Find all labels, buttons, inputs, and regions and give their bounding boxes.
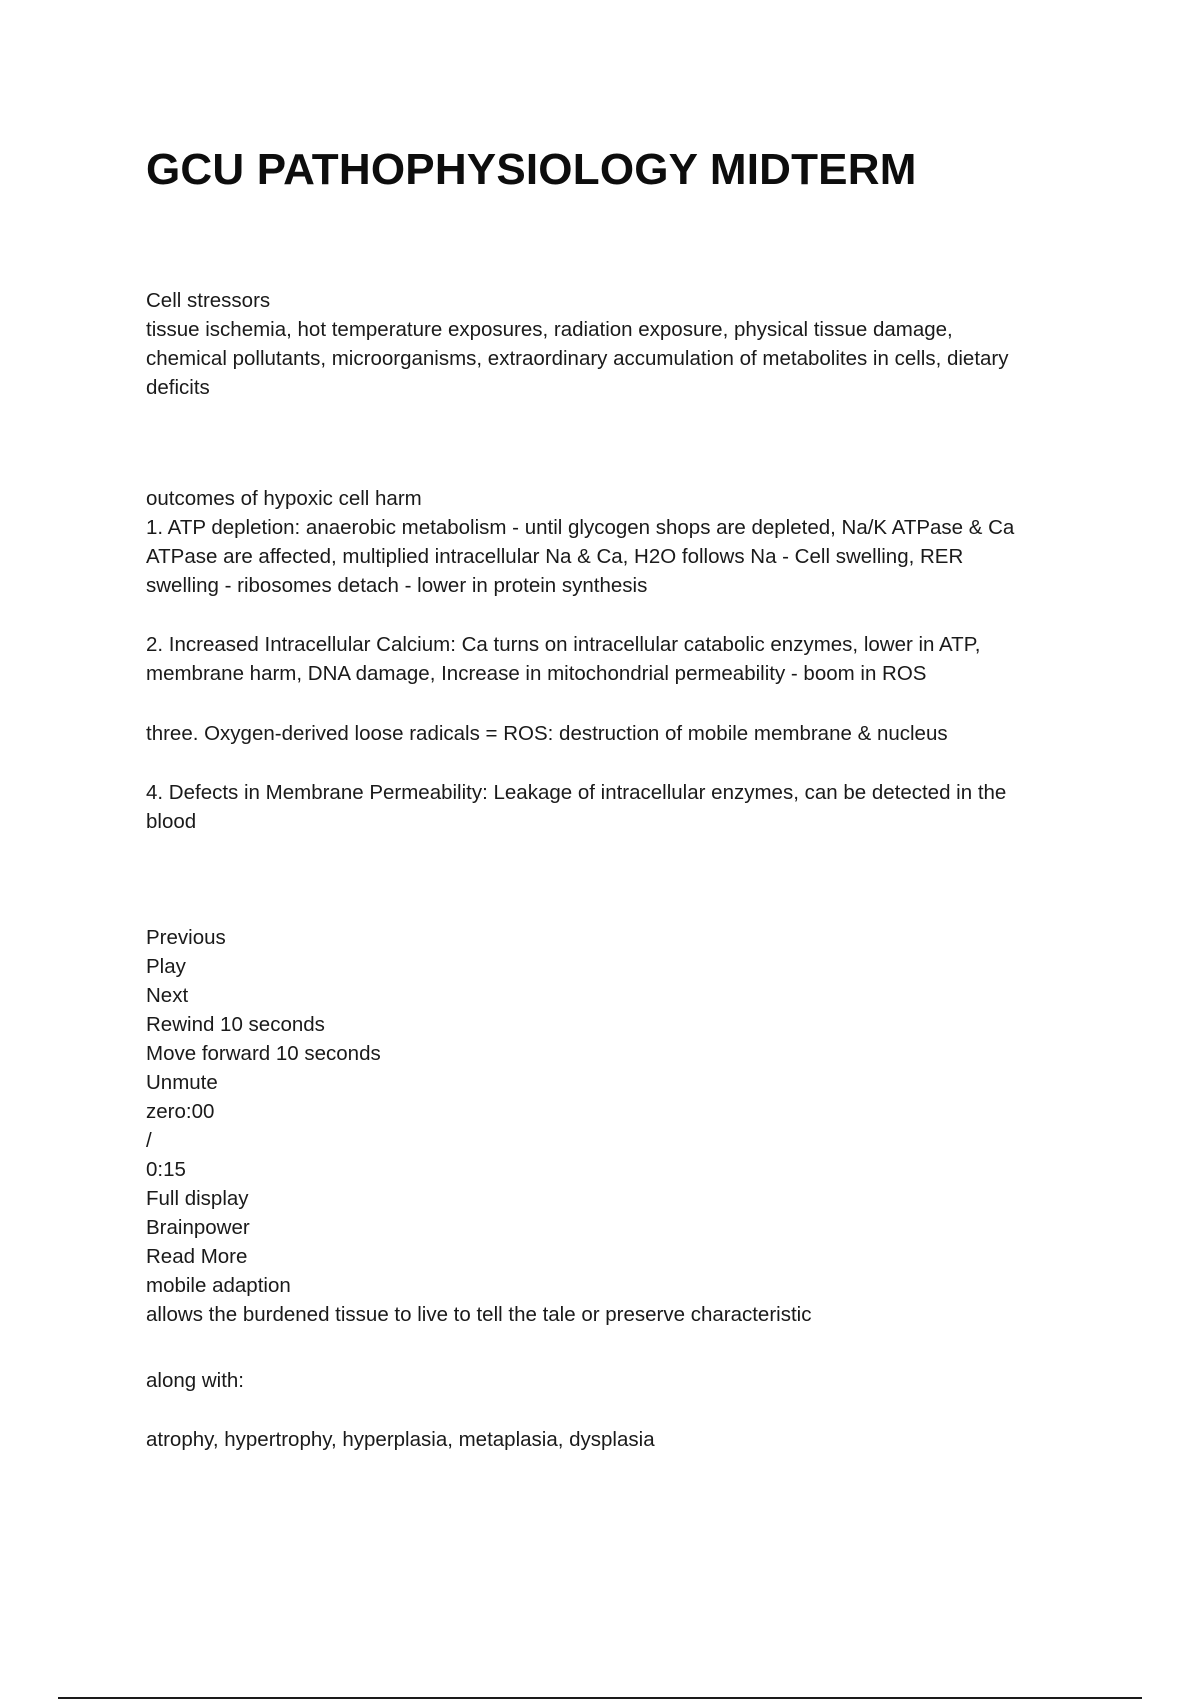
previous-button[interactable]: Previous <box>146 926 226 949</box>
time-separator: / <box>146 1129 152 1152</box>
adaptation-line: atrophy, hypertrophy, hyperplasia, metaplasia, dysplasia <box>146 1428 655 1451</box>
adaptation-line: along with: <box>146 1369 245 1392</box>
hypoxic-item-1-line: swelling - ribosomes detach - lower in protein synthesis <box>146 574 648 597</box>
hypoxic-item-2-line: membrane harm, DNA damage, Increase in mitochondrial permeability - boom in ROS <box>146 662 927 685</box>
bottom-divider <box>58 1697 1142 1699</box>
cell-stressors-line: deficits <box>146 376 210 399</box>
hypoxic-item-4-line: 4. Defects in Membrane Permeability: Leakage of intracellular enzymes, can be detected in the <box>146 781 1007 804</box>
unmute-button[interactable]: Unmute <box>146 1071 218 1094</box>
hypoxic-item-4 <box>146 778 1096 836</box>
adaptation-line: allows the burdened tissue to live to tell the tale or preserve characteristic <box>146 1303 812 1326</box>
cell-stressors-heading: Cell stressors <box>146 289 271 312</box>
video-player-controls <box>146 923 1096 1329</box>
rewind-button[interactable]: Rewind 10 seconds <box>146 1013 325 1036</box>
adaptation-heading: mobile adaption <box>146 1274 291 1297</box>
fullscreen-button[interactable]: Full display <box>146 1187 249 1210</box>
hypoxic-item-2 <box>146 630 1096 688</box>
hypoxic-heading: outcomes of hypoxic cell harm <box>146 487 422 510</box>
cell-stressors-line: chemical pollutants, microorganisms, extraordinary accumulation of metabolites in cells, dietary <box>146 347 1009 370</box>
current-time: zero:00 <box>146 1100 215 1123</box>
hypoxic-item-4-line: blood <box>146 810 197 833</box>
forward-button[interactable]: Move forward 10 seconds <box>146 1042 381 1065</box>
next-button[interactable]: Next <box>146 984 189 1007</box>
play-button[interactable]: Play <box>146 955 186 978</box>
hypoxic-item-1-line: 1. ATP depletion: anaerobic metabolism - until glycogen shops are depleted, Na/K ATPase & Ca <box>146 516 1015 539</box>
hypoxic-item-2-line: 2. Increased Intracellular Calcium: Ca turns on intracellular catabolic enzymes, lower in ATP, <box>146 633 981 656</box>
duration: 0:15 <box>146 1158 186 1181</box>
page-title: GCU PATHOPHYSIOLOGY MIDTERM <box>146 145 917 194</box>
adaptation-along-with <box>146 1366 1096 1395</box>
cell-stressors-line: tissue ischemia, hot temperature exposures, radiation exposure, physical tissue damage, <box>146 318 953 341</box>
hypoxic-item-3-line: three. Oxygen-derived loose radicals = ROS: destruction of mobile membrane & nucleus <box>146 722 948 745</box>
hypoxic-heading-block <box>146 484 1096 600</box>
cell-stressors-section <box>146 286 1096 402</box>
hypoxic-item-3 <box>146 719 1096 748</box>
adaptation-list <box>146 1425 1096 1454</box>
brand-link[interactable]: Brainpower <box>146 1216 250 1239</box>
read-more-link[interactable]: Read More <box>146 1245 248 1268</box>
hypoxic-item-1-line: ATPase are affected, multiplied intracellular Na & Ca, H2O follows Na - Cell swelling, RER <box>146 545 964 568</box>
